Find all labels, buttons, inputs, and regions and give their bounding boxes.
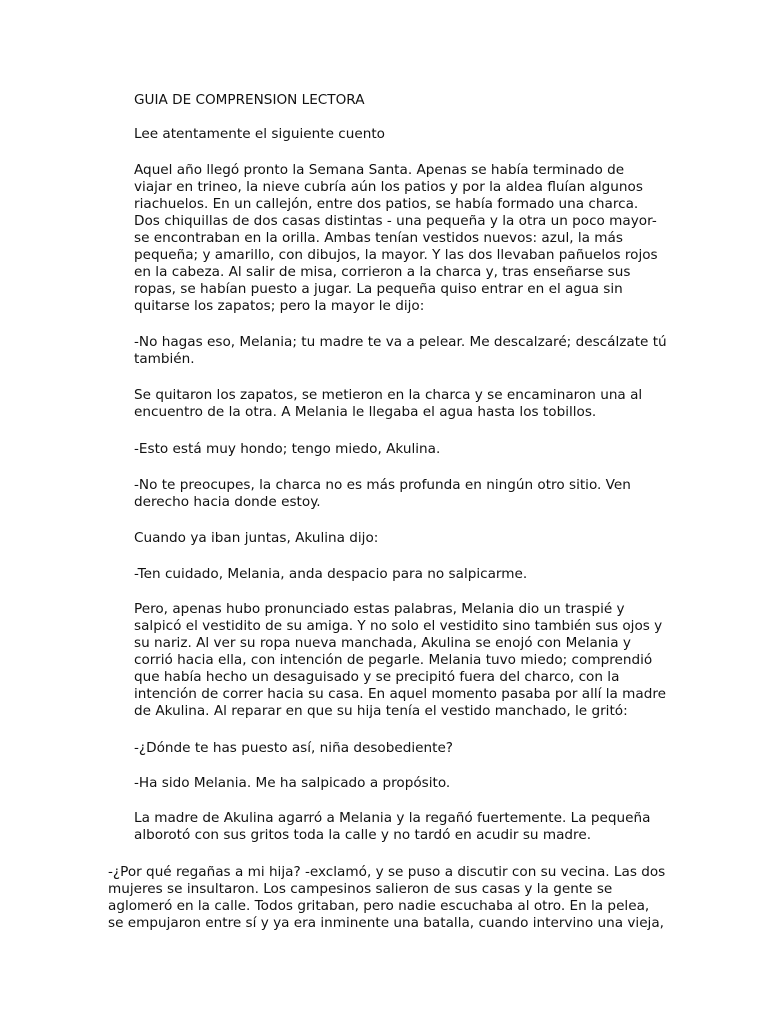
paragraph-line: también. — [134, 351, 195, 367]
paragraph-line: que había hecho un desaguisado y se precipitó fuera del charco, con la — [134, 669, 620, 685]
paragraph-line: -No te preocupes, la charca no es más profunda en ningún otro sitio. Ven — [134, 477, 631, 493]
paragraph-line: de Akulina. Al reparar en que su hija tenía el vestido manchado, le gritó: — [134, 703, 628, 719]
paragraph-line: alborotó con sus gritos toda la calle y no tardó en acudir su madre. — [134, 827, 592, 843]
paragraph-line: -Ten cuidado, Melania, anda despacio para no salpicarme. — [134, 566, 528, 582]
paragraph-line: -¿Por qué regañas a mi hija? -exclamó, y se puso a discutir con su vecina. Las dos — [108, 864, 666, 880]
paragraph-line: mujeres se insultaron. Los campesinos salieron de sus casas y la gente se — [108, 881, 613, 897]
paragraph-line: Se quitaron los zapatos, se metieron en la charca y se encaminaron una al — [134, 387, 643, 403]
paragraph-line: -No hagas eso, Melania; tu madre te va a pelear. Me descalzaré; descálzate tú — [134, 334, 667, 350]
paragraph-line: riachuelos. En un callejón, entre dos patios, se había formado una charca. — [134, 196, 639, 212]
paragraph-line: intención de correr hacia su casa. En aquel momento pasaba por allí la madre — [134, 686, 667, 702]
paragraph-line: salpicó el vestidito de su amiga. Y no solo el vestidito sino también sus ojos y — [134, 618, 663, 634]
paragraph-line: Aquel año llegó pronto la Semana Santa. Apenas se había terminado de — [134, 162, 625, 178]
paragraph-line: se empujaron entre sí y ya era inminente una batalla, cuando intervino una vieja, — [108, 915, 664, 931]
paragraph-line: quitarse los zapatos; pero la mayor le dijo: — [134, 298, 425, 314]
paragraph-line: en la cabeza. Al salir de misa, corrieron a la charca y, tras enseñarse sus — [134, 264, 631, 280]
paragraph-line: -Ha sido Melania. Me ha salpicado a propósito. — [134, 775, 451, 791]
paragraph-line: derecho hacia donde estoy. — [134, 494, 321, 510]
paragraph-line: su nariz. Al ver su ropa nueva manchada, Akulina se enojó con Melania y — [134, 635, 631, 651]
paragraph-line: corrió hacia ella, con intención de pegarle. Melania tuvo miedo; comprendió — [134, 652, 653, 668]
paragraph-line: -Esto está muy hondo; tengo miedo, Akulina. — [134, 441, 441, 457]
paragraph-line: aglomeró en la calle. Todos gritaban, pero nadie escuchaba al otro. En la pelea, — [108, 898, 650, 914]
paragraph-line: Pero, apenas hubo pronunciado estas palabras, Melania dio un traspié y — [134, 601, 625, 617]
paragraph-line: Cuando ya iban juntas, Akulina dijo: — [134, 530, 379, 546]
document-subtitle: Lee atentamente el siguiente cuento — [134, 126, 385, 142]
paragraph-line: viajar en trineo, la nieve cubría aún los patios y por la aldea fluían algunos — [134, 179, 643, 195]
document-title: GUIA DE COMPRENSION LECTORA — [134, 92, 365, 108]
paragraph-line: La madre de Akulina agarró a Melania y la regañó fuertemente. La pequeña — [134, 810, 651, 826]
paragraph-line: ropas, se habían puesto a jugar. La pequeña quiso entrar en el agua sin — [134, 281, 623, 297]
paragraph-line: encuentro de la otra. A Melania le llegaba el agua hasta los tobillos. — [134, 404, 597, 420]
paragraph-line: Dos chiquillas de dos casas distintas - una pequeña y la otra un poco mayor- — [134, 213, 657, 229]
paragraph-line: -¿Dónde te has puesto así, niña desobediente? — [134, 740, 454, 756]
paragraph-line: se encontraban en la orilla. Ambas tenían vestidos nuevos: azul, la más — [134, 230, 623, 246]
paragraph-line: pequeña; y amarillo, con dibujos, la mayor. Y las dos llevaban pañuelos rojos — [134, 247, 658, 263]
